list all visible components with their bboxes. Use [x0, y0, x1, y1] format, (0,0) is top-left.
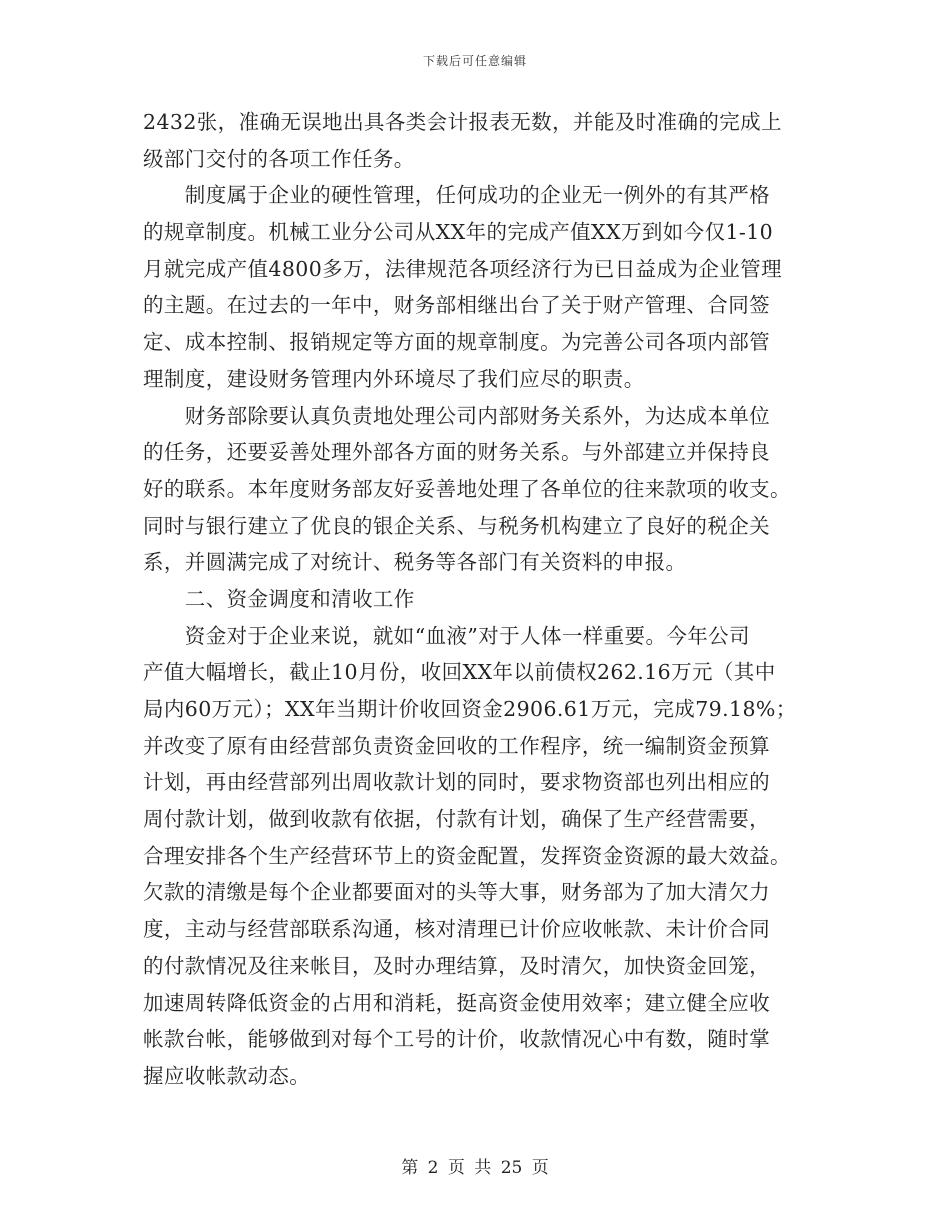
text-line: 欠款的清缴是每个企业都要面对的头等大事，财务部为了加大清欠力 — [143, 880, 770, 905]
text-line: 系，并圆满完成了对统计、税务等各部门有关资料的申报。 — [143, 550, 687, 575]
text-line: 计划，再由经营部列出周收款计划的同时，要求物资部也列出相应的 — [143, 770, 770, 795]
text-line: 局内60万元）；XX年当期计价收回资金2906.61万元，完成79.18%； — [143, 697, 797, 721]
document-body — [143, 104, 811, 1095]
text-line: 级部门交付的各项工作任务。 — [143, 146, 415, 171]
text-line: 2432张，准确无误地出具各类会计报表无数，并能及时准确的完成上 — [143, 110, 782, 134]
text-line: 握应收帐款动态。 — [143, 1063, 311, 1088]
text-line: 并改变了原有由经营部负责资金回收的工作程序，统一编制资金预算 — [143, 733, 770, 758]
text-line: 的主题。在过去的一年中，财务部相继出台了关于财产管理、合同签 — [143, 293, 770, 318]
text-line: 加速周转降低资金的占用和消耗，挺高资金使用效率；建立健全应收 — [143, 990, 770, 1015]
text-line: 资金对于企业来说，就如“血液”对于人体一样重要。今年公司 — [143, 623, 750, 648]
text-line: 月就完成产值4800多万，法律规范各项经济行为已日益成为企业管理 — [143, 256, 782, 281]
text-line: 周付款计划，做到收款有依据，付款有计划，确保了生产经营需要， — [143, 807, 770, 832]
text-line: 产值大幅增长，截止10月份，收回XX年以前债权262.16万元（其中 — [143, 660, 776, 685]
text-line: 合理安排各个生产经营环节上的资金配置，发挥资金资源的最大效益。 — [143, 843, 791, 868]
text-line: 同时与银行建立了优良的银企关系、与税务机构建立了良好的税企关 — [143, 513, 770, 538]
page-number: 第 2 页 共 25 页 — [401, 1158, 549, 1178]
page-header-note: 下载后可任意编辑 — [422, 54, 527, 68]
text-line: 的任务，还要妥善处理外部各方面的财务关系。与外部建立并保持良 — [143, 440, 770, 465]
text-line: 度，主动与经营部联系沟通，核对清理已计价应收帐款、未计价合同 — [143, 917, 770, 942]
text-line: 的付款情况及往来帐目，及时办理结算，及时清欠，加快资金回笼， — [143, 953, 770, 978]
text-line: 财务部除要认真负责地处理公司内部财务关系外，为达成本单位 — [143, 403, 770, 428]
text-line: 理制度，建设财务管理内外环境尽了我们应尽的职责。 — [143, 366, 645, 391]
text-line: 帐款台帐，能够做到对每个工号的计价，收款情况心中有数，随时掌 — [143, 1027, 770, 1052]
text-line: 好的联系。本年度财务部友好妥善地处理了各单位的往来款项的收支。 — [143, 476, 791, 501]
text-line: 定、成本控制、报销规定等方面的规章制度。为完善公司各项内部管 — [143, 330, 770, 355]
text-line: 的规章制度。机械工业分公司从XX年的完成产值XX万到如今仅1-10 — [143, 220, 774, 245]
section-heading: 二、资金调度和清收工作 — [143, 586, 415, 611]
text-line: 制度属于企业的硬性管理，任何成功的企业无一例外的有其严格 — [143, 183, 770, 208]
